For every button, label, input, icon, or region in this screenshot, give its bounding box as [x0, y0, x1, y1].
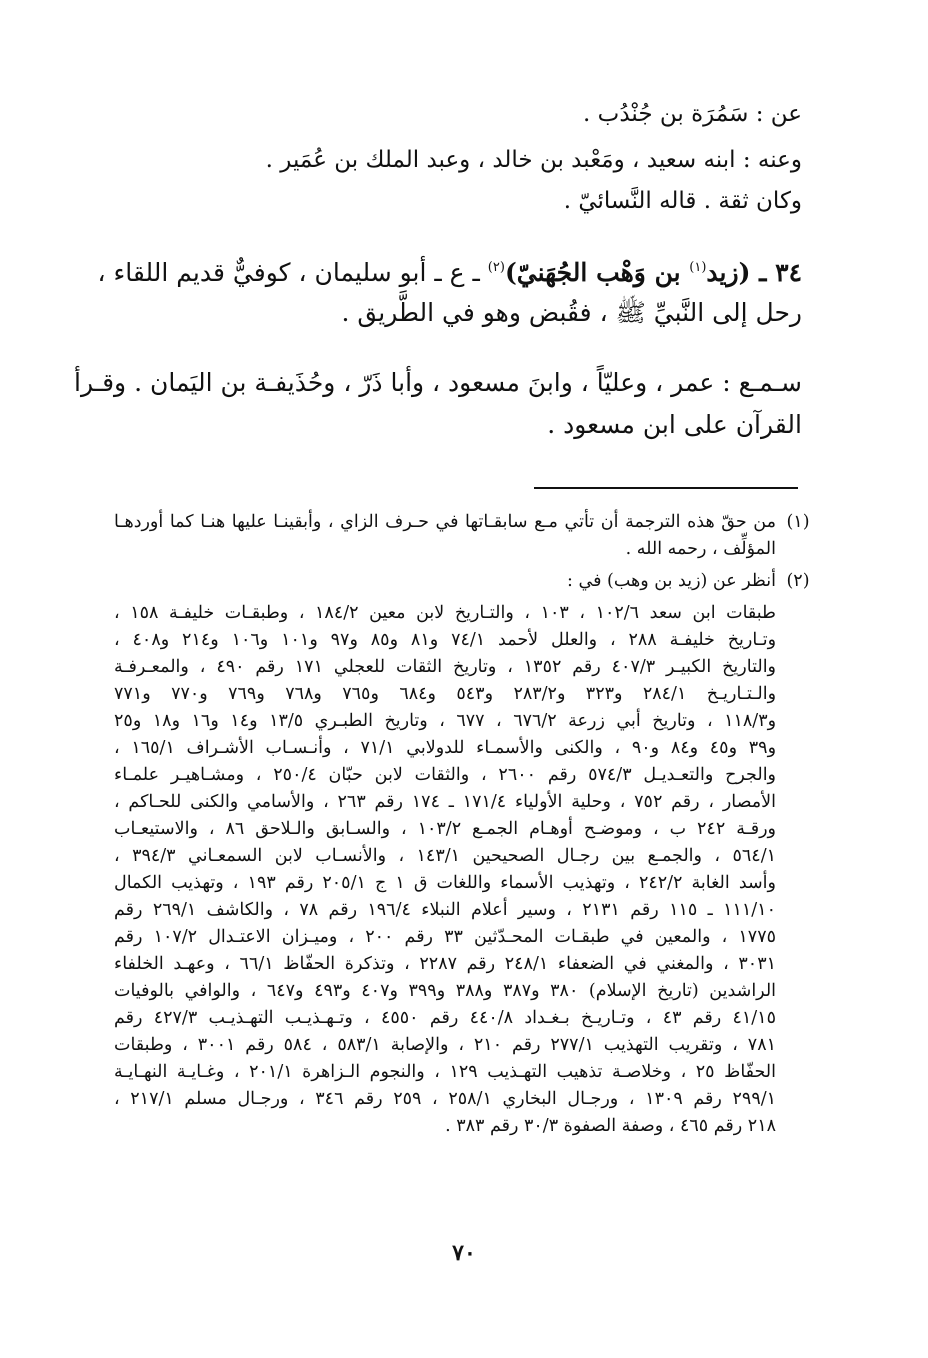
footnote-1-line-2: المؤلِّف ، رحمه الله . — [625, 539, 776, 559]
source-line: ١١١/١٠ ـ ١١٥ رقم ٢١٣١ ، وسير أعلام النبلاء ١٩٦/٤ رقم ٧٨ ، والكاشف ٢٦٩/١ رقم — [114, 900, 776, 920]
heard-from-line: سـمـع : عمر ، وعليّاً ، وابنَ مسعود ، وأبا ذَرّ ، وحُذَيفـة بن اليَمان . وقـرأ — [74, 368, 802, 397]
page-number: ٧٠ — [452, 1240, 476, 1266]
entry-heading-rest: ـ ع ـ أبو سليمان ، كوفيٌّ قديم اللقاء ، — [97, 258, 488, 287]
source-line: الحفّاظ ٢٥ ، وخلاصـة تذهيب التهـذيب ١٢٩ ، والنجوم الـزاهرة ٢٠١/١ ، وغـايـة النهـايـة — [114, 1062, 776, 1082]
narrators-to-line: وعنه : ابنه سعيد ، ومَعْبد بن خالد ، وعبد الملك بن عُمَير . — [265, 147, 802, 173]
entry-name: (زيد — [706, 258, 751, 287]
source-line: طبقات ابن سعد ١٠٢/٦ ، ١٠٣ ، والتـاريخ لابن معين ١٨٤/٢ ، وطبقـات خليفـة ١٥٨ ، — [114, 603, 776, 623]
footnote-ref-2: (٢) — [487, 260, 505, 275]
footnote-separator — [534, 487, 798, 489]
entry-travel-line: رحل إلى النَّبيِّ ﷺ ، فقُبض وهو في الطَّريق . — [341, 298, 802, 327]
source-line: والتاريخ الكبيـر ٤٠٧/٣ رقم ١٣٥٢ ، وتاريخ الثقات للعجلي ١٧١ رقم ٤٩٠ ، والمعـرفـة — [114, 657, 777, 677]
source-line: وأسد الغابة ٢٤٢/٢ ، وتهذيب الأسماء واللغات ق ١ ج ٢٠٥/١ رقم ١٩٣ ، وتهذيب الكمال — [114, 873, 776, 893]
source-line: ٤١/١٥ رقم ٤٣ ، وتـاريـخ بـغـداد ٤٤٠/٨ رقم ٤٥٥٠ ، وتـهـذيـب التهـذيـب ٤٢٧/٣ رقم — [114, 1008, 776, 1028]
quran-reading-line: القرآن على ابن مسعود . — [547, 410, 802, 439]
footnote-1-line-1: من حقّ هذه الترجمة أن تأتي مـع سابقـاتها في حـرف الزاي ، وأبقينـا عليها هنـا كما أوردهـا — [114, 512, 776, 532]
source-line: ٧٨١ ، وتقريب التهذيب ٢٧٧/١ رقم ٢١٠ ، والإصابة ٥٨٣/١ ، ٥٨٤ رقم ٣٠٠١ ، وطبقات — [114, 1035, 776, 1055]
source-line: ورقـة ٢٤٢ ب ، وموضـح أوهـام الجمـع ١٠٣/٢ ، والسـابق والـلاحق ٨٦ ، والاستيعـاب — [114, 819, 776, 839]
footnote-1-number: (١) — [786, 512, 810, 532]
source-line: والـتـاريـخ ٢٨٤/١ و٣٢٣ و٢٨٣/٢ و٥٤٣ و٦٨٤ و٧٦٥ و٧٦٨ و٧٦٩ و٧٧٠ و٧٧١ — [114, 684, 777, 704]
source-line: ٢١٨ رقم ٤٦٥ ، وصفة الصفوة ٣٠/٣ رقم ٣٨٣ . — [445, 1116, 776, 1136]
entry-heading: ٣٤ ـ (زيد$^{(١)}$ بن وَهْب الجُهَنيّ)$^{(٢)}$ ـ ع ـ أبو سليمان ، كوفيٌّ قديم اللقاء ، — [97, 258, 802, 287]
source-line: ٣٠٣١ ، والمغني في الضعفاء ٢٤٨/١ رقم ٢٢٨٧ ، وتذكرة الحفّاظ ٦٦/١ ، وعهـد الخلفاء — [114, 954, 776, 974]
source-line: و١١٨/٣ ، وتاريخ أبي زرعة ٦٧٦/٢ ، ٦٧٧ ، وتاريخ الطبـري ١٣/٥ و١٤ و١٦ و١٨ و٢٥ — [114, 711, 777, 731]
footnote-ref-1: (١) — [689, 260, 707, 275]
reliability-line: وكان ثقة . قاله النَّسائيّ . — [563, 188, 802, 214]
source-line: و٣٩ و٤٥ و٨٤ و٩٠ ، والكنى والأسمـاء للدولابي ٧١/١ ، وأنـسـاب الأشـراف ١٦٥/١ ، — [114, 738, 777, 758]
entry-number: ٣٤ — [775, 258, 802, 287]
source-line: ٢٩٩/١ رقم ١٣٠٩ ، ورجـال البخاري ٢٥٨/١ ، ٢٥٩ رقم ٣٤٦ ، ورجـال مسلم ٢١٧/١ ، — [114, 1089, 777, 1109]
footnote-2-number: (٢) — [786, 571, 810, 591]
narrator-from-line: عن : سَمُرَة بن جُنْدُب . — [583, 101, 802, 127]
footnote-2-intro: أنظر عن (زيد بن وهب) في : — [567, 571, 776, 591]
source-line: ١٧٧٥ ، والمعين في طبقـات المحـدّثين ٣٣ رقم ٢٠٠ ، وميـزان الاعتـدال ١٠٧/٢ رقم — [114, 927, 776, 947]
source-line: الراشدين (تاريخ الإسلام) ٣٨٠ و٣٨٧ و٣٨٨ و٣٩٩ و٤٠٧ و٤٩٣ و٦٤٧ ، والوافي بالوفيات — [114, 981, 777, 1001]
entry-name-rest: بن وَهْب الجُهَنيّ) — [504, 258, 690, 287]
source-line: الأمصار ، رقم ٧٥٢ ، وحلية الأولياء ١٧١/٤ ـ ١٧٤ رقم ٢٦٣ ، والأسامي والكنى للحـاكم ، — [114, 792, 776, 812]
source-line: والجرح والتعـديـل ٥٧٤/٣ رقم ٢٦٠٠ ، والثقات لابن حبّان ٢٥٠/٤ ، ومشـاهيـر علمـاء — [114, 765, 777, 785]
source-line: ٥٦٤/١ ، والجمـع بين رجـال الصحيحين ١٤٣/١ ، والأنسـاب لابن السمعـاني ٣٩٤/٣ ، — [114, 846, 776, 866]
source-line: وتـاريخ خليفـة ٢٨٨ ، والعلل لأحمد ٧٤/١ و٨١ و٨٥ و٩٧ و١٠١ و١٠٦ و٢١٤ و٤٠٨ ، — [114, 630, 777, 650]
